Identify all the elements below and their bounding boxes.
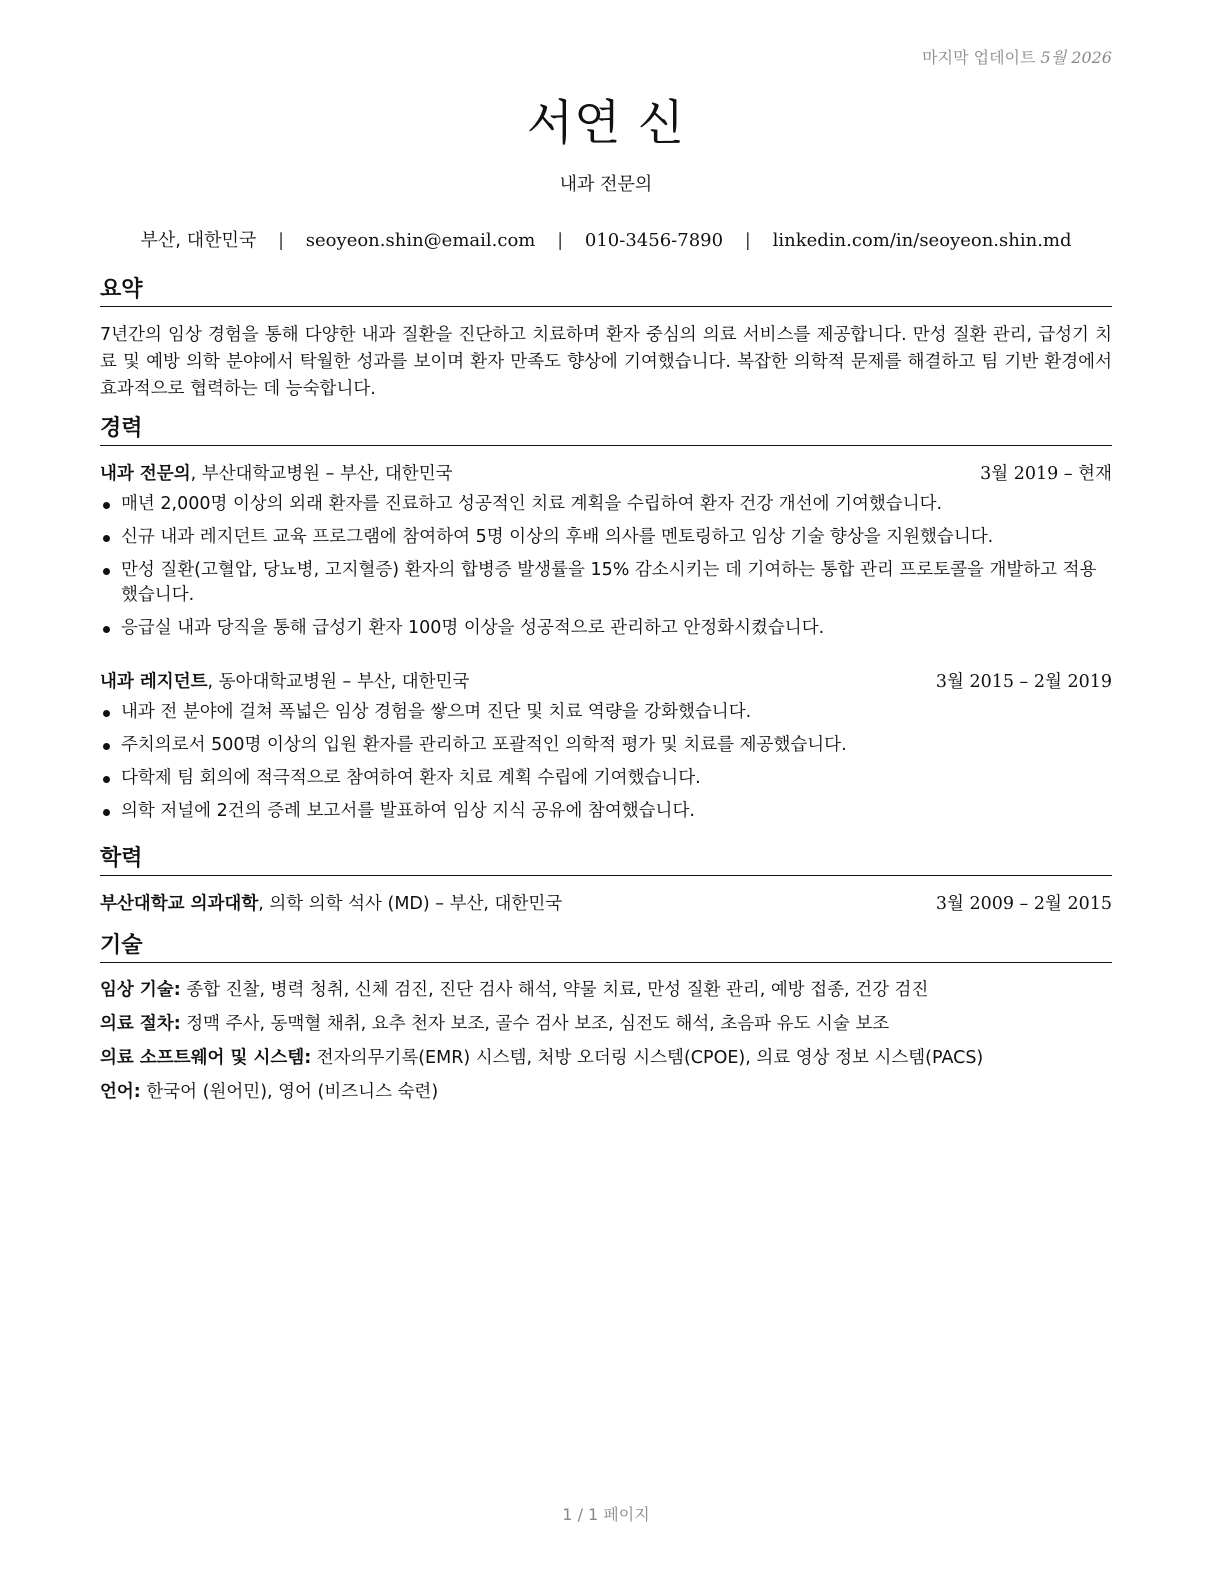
education-detail: , 의학 의학 석사 (MD) – 부산, 대한민국 bbox=[258, 894, 563, 914]
skill-value: 한국어 (원어민), 영어 (비즈니스 숙련) bbox=[140, 1082, 439, 1102]
skill-row bbox=[100, 1046, 1112, 1071]
job-date: 3월 2015 – 2월 2019 bbox=[935, 672, 1112, 692]
job-header bbox=[100, 461, 1112, 487]
contact-location: 부산, 대한민국 bbox=[140, 230, 257, 251]
list-item: 만성 질환(고혈압, 당뇨병, 고지혈증) 환자의 합병증 발생률을 15% 감소시키는 데 기여하는 통합 관리 프로토콜을 개발하고 적용했습니다. bbox=[100, 558, 1112, 608]
education-school: 부산대학교 의과대학 bbox=[100, 894, 259, 914]
job-organization: , 부산대학교병원 – 부산, 대한민국 bbox=[190, 464, 453, 484]
education-entry bbox=[100, 891, 1112, 917]
contact-separator: | bbox=[557, 230, 564, 251]
contact-email[interactable]: seoyeon.shin@email.com bbox=[305, 230, 536, 251]
list-item: 주치의로서 500명 이상의 입원 환자를 관리하고 포괄적인 의학적 평가 및 치료를 제공했습니다. bbox=[100, 733, 1112, 758]
candidate-name: 서연 신 bbox=[526, 95, 686, 151]
job-header bbox=[100, 669, 1112, 695]
list-item: 매년 2,000명 이상의 외래 환자를 진료하고 성공적인 치료 계획을 수립하여 환자 건강 개선에 기여했습니다. bbox=[100, 492, 1112, 517]
list-item: 의학 저널에 2건의 증례 보고서를 발표하여 임상 지식 공유에 참여했습니다. bbox=[100, 799, 1112, 824]
last-updated-date: 5월 2026 bbox=[1040, 48, 1112, 67]
skill-value: 종합 진찰, 병력 청취, 신체 검진, 진단 검사 해석, 약물 치료, 만성 질환 관리, 예방 접종, 건강 검진 bbox=[180, 980, 929, 1000]
education-date: 3월 2009 – 2월 2015 bbox=[935, 894, 1112, 914]
contact-separator: | bbox=[277, 230, 285, 251]
skill-value: 전자의무기록(EMR) 시스템, 처방 오더링 시스템(CPOE), 의료 영상 정보 시스템(PACS) bbox=[311, 1048, 984, 1068]
last-updated bbox=[922, 45, 1112, 68]
section-title-summary: 요약 bbox=[100, 276, 1112, 307]
list-item: 다학제 팀 회의에 적극적으로 참여하여 환자 치료 계획 수립에 기여했습니다. bbox=[100, 766, 1112, 791]
skill-value: 정맥 주사, 동맥혈 채취, 요추 천자 보조, 골수 검사 보조, 심전도 해석, 초음파 유도 시술 보조 bbox=[180, 1014, 890, 1034]
job-bullets bbox=[100, 492, 1112, 649]
job-organization: , 동아대학교병원 – 부산, 대한민국 bbox=[207, 672, 470, 692]
skills-list bbox=[100, 978, 1112, 1114]
skill-row bbox=[100, 1012, 1112, 1037]
last-updated-label: 마지막 업데이트 bbox=[922, 48, 1036, 67]
candidate-role: 내과 전문의 bbox=[559, 174, 653, 195]
contact-linkedin[interactable]: linkedin.com/in/seoyeon.shin.md bbox=[772, 230, 1072, 251]
section-title-experience: 경력 bbox=[100, 415, 1112, 446]
contact-phone[interactable]: 010-3456-7890 bbox=[584, 230, 724, 251]
list-item: 응급실 내과 당직을 통해 급성기 환자 100명 이상을 성공적으로 관리하고 안정화시켰습니다. bbox=[100, 616, 1112, 641]
list-item: 내과 전 분야에 걸쳐 폭넓은 임상 경험을 쌓으며 진단 및 치료 역량을 강화했습니다. bbox=[100, 700, 1112, 725]
resume-page bbox=[100, 0, 1112, 1584]
page-number: 1 / 1 페이지 bbox=[562, 1505, 650, 1524]
list-item: 신규 내과 레지던트 교육 프로그램에 참여하여 5명 이상의 후배 의사를 멘토링하고 임상 기술 향상을 지원했습니다. bbox=[100, 525, 1112, 550]
section-title-skills: 기술 bbox=[100, 932, 1112, 963]
summary-text: 7년간의 임상 경험을 통해 다양한 내과 질환을 진단하고 치료하며 환자 중심의 의료 서비스를 제공합니다. 만성 질환 관리, 급성기 치료 및 예방 의학 분야에서 탁월한 성과를 보이며 환자 만족도 향상에 기여했습니다. 복잡한 의학적 문제를 해결하고 팀 기반 환경에서 효과적으로 협력하는 데 능숙합니다. bbox=[100, 325, 1112, 399]
job-bullets bbox=[100, 700, 1112, 832]
skill-label: 언어: bbox=[100, 1082, 141, 1102]
job-position: 내과 전문의 bbox=[100, 464, 191, 484]
section-title-education: 학력 bbox=[100, 845, 1112, 876]
skill-label: 의료 절차: bbox=[100, 1014, 181, 1034]
skill-row bbox=[100, 1080, 1112, 1105]
contact-separator: | bbox=[744, 230, 751, 251]
job-date: 3월 2019 – 현재 bbox=[980, 464, 1112, 484]
skill-label: 임상 기술: bbox=[100, 980, 181, 1000]
contact-line bbox=[100, 226, 1112, 252]
job-position: 내과 레지던트 bbox=[100, 672, 208, 692]
skill-label: 의료 소프트웨어 및 시스템: bbox=[100, 1048, 312, 1068]
skill-row bbox=[100, 978, 1112, 1003]
